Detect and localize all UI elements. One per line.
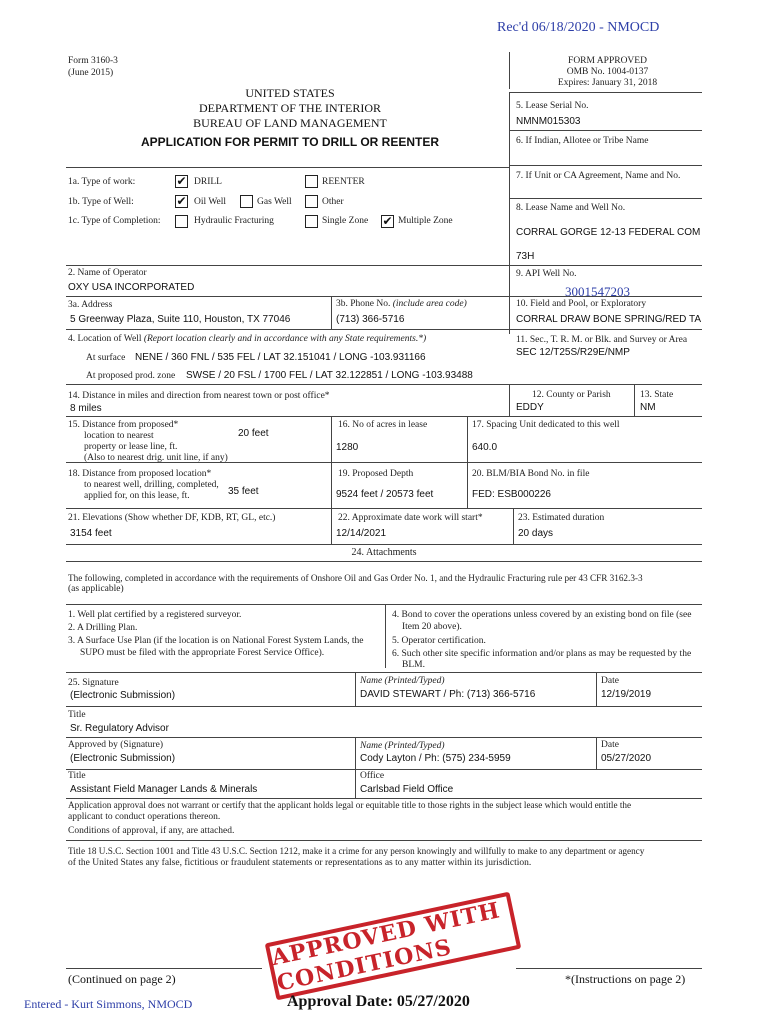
hydraulic-fracturing-checkbox[interactable]: [175, 215, 188, 228]
attachment-6a: 6. Such other site specific information and/or plans as may be requested by the: [392, 649, 692, 659]
usc-note-1: Title 18 U.S.C. Section 1001 and Title 43 U.S.C. Section 1212, make it a crime for any person knowingly and willfully to make to any department or agency: [68, 846, 645, 856]
box11-value: SEC 12/T25S/R29E/NMP: [516, 347, 630, 358]
approver-name-value: Cody Layton / Ph: (575) 234-5959: [360, 753, 511, 764]
api-number: 3001547203: [565, 284, 630, 299]
phone-label-note: (include area code): [392, 299, 467, 309]
box20-value: FED: ESB000226: [472, 489, 551, 500]
date-value: 12/19/2019: [601, 689, 652, 700]
attachment-5: 5. Operator certification.: [392, 636, 486, 646]
form-approved: FORM APPROVED: [568, 56, 647, 66]
single-zone-label: Single Zone: [322, 216, 369, 226]
approval-note-2: applicant to conduct operations thereon.: [68, 812, 221, 822]
at-prod-zone-value: SWSE / 20 FSL / 1700 FEL / LAT 32.122851 / LONG -103.93488: [186, 370, 473, 381]
attachment-3b: SUPO must be filed with the appropriate Forest Service Office).: [80, 648, 325, 658]
box18-value: 35 feet: [228, 486, 259, 497]
date-label: Date: [601, 676, 619, 686]
other-label: Other: [322, 197, 344, 207]
box15-value: 20 feet: [238, 428, 269, 439]
address-value: 5 Greenway Plaza, Suite 110, Houston, TX 77046: [70, 314, 291, 325]
phone-value: (713) 366-5716: [336, 314, 405, 325]
box7-label: 7. If Unit or CA Agreement, Name and No.: [516, 171, 681, 181]
location-label-note: (Report location clearly and in accordance with any State requirements.*): [143, 334, 427, 344]
location-label-text: 4. Location of Well: [68, 334, 142, 344]
box18-line2: to nearest well, drilling, completed,: [84, 480, 219, 490]
at-surface-label: At surface: [86, 353, 126, 363]
location-label: [68, 334, 426, 344]
usc-note-2: of the United States any false, fictitious or fraudulent statements or representations as to any matter within its jurisdiction.: [68, 858, 532, 868]
box12-value: EDDY: [516, 402, 544, 413]
approval-note-3: Conditions of approval, if any, are attached.: [68, 826, 235, 836]
box17-label: 17. Spacing Unit dedicated to this well: [472, 420, 620, 430]
box8-value-2: 73H: [516, 251, 535, 262]
address-label: 3a. Address: [68, 300, 113, 310]
approver-date-value: 05/27/2020: [601, 753, 652, 764]
single-zone-checkbox[interactable]: [305, 215, 318, 228]
form-title: APPLICATION FOR PERMIT TO DRILL OR REENTER: [140, 135, 439, 149]
entered-by: Entered - Kurt Simmons, NMOCD: [24, 997, 193, 1011]
phone-label-text: 3b. Phone No.: [336, 299, 391, 309]
operator-value: OXY USA INCORPORATED: [68, 282, 195, 293]
attachment-3a: 3. A Surface Use Plan (if the location is on National Forest System Lands, the: [68, 636, 364, 646]
type-of-completion-label: 1c. Type of Completion:: [68, 216, 161, 226]
office-label: Office: [360, 771, 385, 781]
box15-line3: property or lease line, ft.: [84, 442, 178, 452]
reenter-label: REENTER: [322, 177, 365, 187]
approver-title-value: Assistant Field Manager Lands & Minerals: [70, 784, 258, 795]
signature-label: 25. Signature: [68, 678, 119, 688]
box15-line1: 15. Distance from proposed*: [68, 420, 179, 430]
drill-checkbox[interactable]: ✔: [176, 174, 187, 188]
instructions-note: *(Instructions on page 2): [565, 972, 686, 986]
approver-title-label: Title: [68, 771, 86, 781]
at-surface-value: NENE / 360 FNL / 535 FEL / LAT 32.151041 / LONG -103.931166: [135, 352, 426, 363]
approval-date: Approval Date: 05/27/2020: [287, 993, 470, 1010]
box20-label: 20. BLM/BIA Bond No. in file: [472, 469, 590, 479]
type-of-well-label: 1b. Type of Well:: [68, 197, 134, 207]
box22-value: 12/14/2021: [336, 528, 387, 539]
reenter-checkbox[interactable]: [305, 175, 318, 188]
operator-label: 2. Name of Operator: [68, 268, 147, 278]
box18-line1: 18. Distance from proposed location*: [68, 469, 212, 479]
attachments-intro-2: (as applicable): [68, 584, 124, 594]
multiple-zone-checkbox[interactable]: ✔: [382, 214, 393, 228]
agency-line-1: UNITED STATES: [245, 86, 335, 100]
agency-line-2: DEPARTMENT OF THE INTERIOR: [198, 101, 382, 115]
gas-well-label: Gas Well: [257, 197, 292, 207]
stamp-text: APPROVED WITH CONDITIONS: [265, 892, 522, 1001]
box15-line4: (Also to nearest drig. unit line, if any): [84, 453, 228, 463]
box11-label: 11. Sec., T. R. M. or Blk. and Survey or Area: [516, 335, 688, 345]
box13-label: 13. State: [640, 390, 674, 400]
box10-label: 10. Field and Pool, or Exploratory: [516, 299, 647, 309]
box19-value: 9524 feet / 20573 feet: [336, 489, 434, 500]
box23-label: 23. Estimated duration: [518, 513, 605, 523]
attachment-4b: Item 20 above).: [402, 622, 462, 632]
attachments-title: 24. Attachments: [351, 547, 417, 558]
approver-name-label: Name (Printed/Typed): [360, 741, 445, 751]
box23-value: 20 days: [518, 528, 554, 539]
continued-note: (Continued on page 2): [68, 972, 176, 986]
box5-value: NMNM015303: [516, 116, 581, 127]
agency-line-3: BUREAU OF LAND MANAGEMENT: [193, 116, 387, 130]
hydraulic-fracturing-label: Hydraulic Fracturing: [194, 216, 274, 226]
attachments-intro-1: The following, completed in accordance with the requirements of Onshore Oil and Gas Order No. 1, and the Hydraulic Fracturing rule per 43 CFR 3162.3-3: [68, 573, 643, 583]
phone-label: [336, 299, 467, 309]
form-expires: Expires: January 31, 2018: [557, 78, 658, 88]
name-printed-value: DAVID STEWART / Ph: (713) 366-5716: [360, 689, 536, 700]
received-stamp: Rec'd 06/18/2020 - NMOCD: [497, 20, 660, 35]
title-value: Sr. Regulatory Advisor: [70, 723, 169, 734]
approval-note-1: Application approval does not warrant or certify that the applicant holds legal or equitable title to those rights in the subject lease which would entitle the: [68, 800, 632, 810]
box21-label: 21. Elevations (Show whether DF, KDB, RT, GL, etc.): [68, 513, 276, 523]
box17-value: 640.0: [472, 442, 498, 453]
form-number: Form 3160-3: [68, 56, 118, 66]
type-of-work-label: 1a. Type of work:: [68, 177, 136, 187]
signature-value[interactable]: (Electronic Submission): [70, 690, 176, 701]
approved-by-value[interactable]: (Electronic Submission): [70, 753, 176, 764]
box14-label: 14. Distance in miles and direction from nearest town or post office*: [68, 391, 330, 401]
drill-label: DRILL: [194, 177, 222, 187]
box8-value: CORRAL GORGE 12-13 FEDERAL COM: [516, 227, 701, 238]
box16-label: 16. No of acres in lease: [338, 420, 428, 430]
form-date: (June 2015): [68, 68, 114, 78]
box9-label: 9. API Well No.: [516, 269, 577, 279]
box21-value: 3154 feet: [70, 528, 112, 539]
box14-value: 8 miles: [70, 403, 102, 414]
box6-label: 6. If Indian, Allotee or Tribe Name: [516, 136, 649, 146]
box15-line2: location to nearest: [84, 431, 154, 441]
approved-with-conditions-stamp: [265, 892, 522, 1001]
office-value: Carlsbad Field Office: [360, 784, 454, 795]
oil-well-label: Oil Well: [194, 197, 227, 207]
omb-number: OMB No. 1004-0137: [566, 67, 649, 77]
box16-value: 1280: [336, 442, 359, 453]
box5-label: 5. Lease Serial No.: [516, 101, 589, 111]
attachment-4a: 4. Bond to cover the operations unless covered by an existing bond on file (see: [392, 610, 692, 620]
box10-value: CORRAL DRAW BONE SPRING/RED TA: [516, 314, 702, 325]
multiple-zone-label: Multiple Zone: [398, 216, 453, 226]
attachment-6b: BLM.: [402, 660, 425, 670]
attachment-2: 2. A Drilling Plan.: [68, 623, 138, 633]
box18-line3: applied for, on this lease, ft.: [84, 491, 190, 501]
box13-value: NM: [640, 402, 656, 413]
oil-well-checkbox[interactable]: ✔: [176, 194, 187, 208]
approver-date-label: Date: [601, 740, 619, 750]
box19-label: 19. Proposed Depth: [338, 469, 414, 479]
gas-well-checkbox[interactable]: [240, 195, 253, 208]
other-checkbox[interactable]: [305, 195, 318, 208]
name-printed-label: Name (Printed/Typed): [360, 676, 445, 686]
box8-label: 8. Lease Name and Well No.: [516, 203, 626, 213]
at-prod-zone-label: At proposed prod. zone: [86, 371, 176, 381]
box12-label: 12. County or Parish: [532, 390, 611, 400]
title-label: Title: [68, 710, 86, 720]
approved-by-label: Approved by (Signature): [68, 740, 163, 750]
attachment-1: 1. Well plat certified by a registered surveyor.: [68, 610, 242, 620]
box22-label: 22. Approximate date work will start*: [338, 513, 483, 523]
